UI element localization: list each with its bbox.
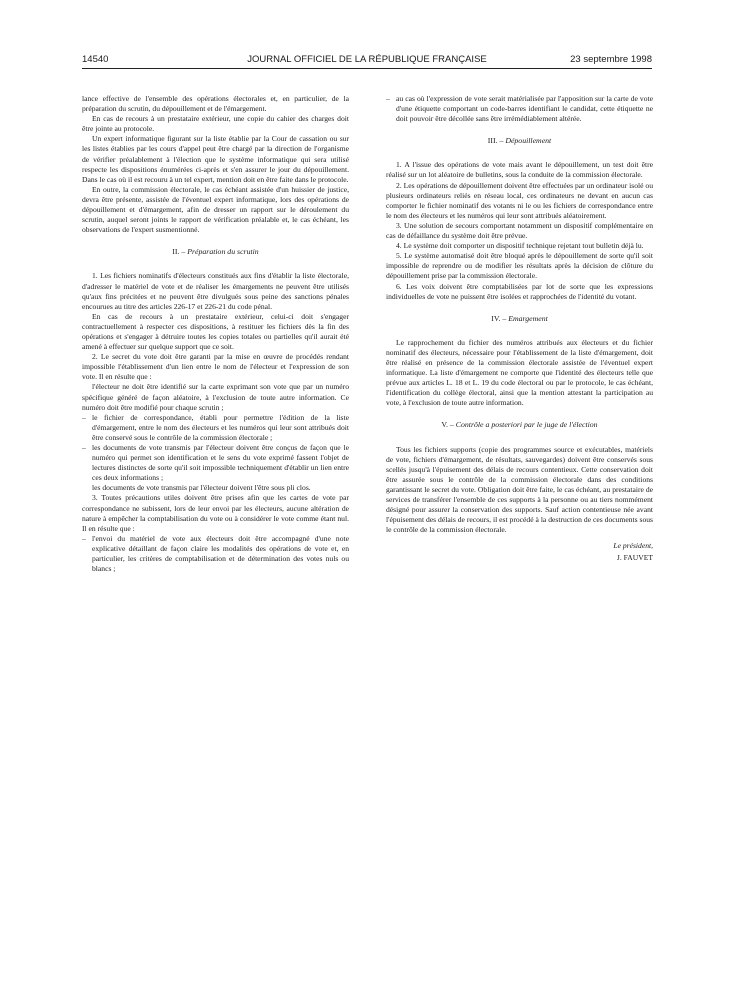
list-item: – les documents de vote transmis par l'électeur doivent être conçus de façon que le numéro qui permet son identification et le sens du vote exprimé fassent l'objet de lectures distinctes de sorte qu'il soit impossible techniquement d'établir un lien entre ces deux informations ; (82, 443, 349, 483)
left-column (82, 94, 349, 574)
page-header (82, 54, 652, 68)
paragraph: 2. Les opérations de dépouillement doivent être effectuées par un ordinateur isolé ou plusieurs ordinateurs reliés en réseau local, ces ordinateurs ne devant en aucun cas comporter le fichier nominatif des votants ni le ou les fichiers de correspondance entre le nom des électeurs et les numéros qui leur sont attribués aléatoirement. (386, 180, 653, 220)
paragraph: 6. Les voix doivent être comptabilisées par lot de sorte que les expressions individuelles de vote ne puissent être isolées et rapprochées de l'identité du votant. (386, 281, 653, 301)
list (82, 413, 349, 484)
section-title-cont: par le juge de l'élection (524, 420, 598, 430)
paragraph: l'électeur ne doit être identifié sur la carte exprimant son vote que par un numéro spécifique généré de façon aléatoire, à l'exclusion de toute autre information. Ce numéro doit être modifié pour chaque scrutin ; (82, 382, 349, 412)
publication-date: 23 septembre 1998 (570, 54, 652, 65)
section-heading-ii (82, 247, 349, 257)
paragraph: 3. Toutes précautions utiles doivent être prises afin que les cartes de vote par correspondance ne subissent, lors de leur envoi par les électeurs, aucune altération de nature à empêcher la comptabilisation du vote ou à considérer le vote comme étant nul. Il en résulte que : (82, 493, 349, 533)
right-column (386, 94, 653, 564)
section-number: V. – (441, 420, 454, 430)
paragraph: Le rapprochement du fichier des numéros attribués aux électeurs et du fichier nominatif des électeurs, nécessaire pour l'établissement de la liste d'émargement, doit être réalisé en présence de la commission électorale assistée de l'éventuel expert informatique. La liste d'émargement ne comporte que l'identité des électeurs telle que prévue aux articles L. 18 et L. 19 du code électoral ou par le protocole, le cas échéant, l'identification du collège électoral, ainsi que la mention attestant la participation au vote, à l'exclusion de toute autre information. (386, 337, 653, 408)
list-item: – l'envoi du matériel de vote aux électeurs doit être accompagné d'une note explicative détaillant de façon claire les modalités des opérations de vote et, en particulier, les critères de comptabilisation et de détermination des votes nuls ou blancs ; (82, 534, 349, 574)
section-number: II. – (172, 247, 186, 257)
section-heading-v (386, 420, 653, 430)
paragraph: les documents de vote transmis par l'électeur doivent l'être sous pli clos. (92, 483, 311, 493)
header-rule (82, 68, 652, 69)
list-item: – le fichier de correspondance, établi pour permettre l'édition de la liste d'émargement, entre le nom des électeurs et les numéros qui leur sont attribués doit être conservé sous le contrôle de la commission électorale ; (82, 413, 349, 443)
list (386, 94, 653, 124)
paragraph: lance effective de l'ensemble des opérations électorales et, en particulier, de la préparation du scrutin, du dépouillement et de l'émargement. (82, 94, 349, 114)
paragraph: En cas de recours à un prestataire extérieur, celui-ci doit s'engager contractuellement à respecter ces dispositions, à restituer les fichiers dès la fin des opérations et s'engager à détruire toutes les copies totales ou partielles qu'il aurait été amené à effectuer sur quelque support que ce soit. (82, 311, 349, 352)
section-title: Contrôle a posteriori (455, 420, 523, 430)
section-title: Dépouillement (505, 136, 552, 146)
paragraph: En cas de recours à un prestataire extérieur, une copie du cahier des charges doit être jointe au protocole. (82, 114, 349, 134)
paragraph: 5. Le système automatisé doit être bloqué après le dépouillement de sorte qu'il soit impossible de reprendre ou de modifier les résultats après la décision de clôture du dépouillement prise par la commission électorale. (386, 251, 653, 281)
paragraph: Un expert informatique figurant sur la liste établie par la Cour de cassation ou sur les listes établies par les cours d'appel peut être chargé par la direction de l'organisme de vérifier préalablement à l'élection que le système informatique qui sera utilisé respecte les dispositions énumérées ci-après et s'en assurer le jour du dépouillement. Dans le cas où il est recouru à un tel expert, mention doit en être faite dans le protocole. (82, 134, 349, 184)
section-number: III. – (487, 136, 504, 146)
paragraph: 4. Le système doit comporter un dispositif technique rejetant tout bulletin déjà lu. (396, 241, 644, 251)
list (82, 534, 349, 574)
paragraph: En outre, la commission électorale, le cas échéant assistée d'un huissier de justice, devra être présente, assistée de l'éventuel expert informatique, lors des opérations de dépouillement et d'émargement, afin de dresser un rapport sur le déroulement du scrutin, auquel seront joints le rapport de vérification préalable et, le cas échéant, les observations de l'expert susmentionné. (82, 184, 349, 235)
paragraph: 1. A l'issue des opérations de vote mais avant le dépouillement, un test doit être réalisé sur un lot aléatoire de bulletins, sous la conduite de la commission électorale. (386, 160, 653, 180)
section-number: IV. – (491, 313, 507, 323)
journal-title: JOURNAL OFFICIEL DE LA RÉPUBLIQUE FRANÇAISE (247, 54, 487, 65)
page-number: 14540 (82, 54, 109, 65)
section-heading-iv (386, 314, 653, 324)
paragraph: 1. Les fichiers nominatifs d'électeurs constitués aux fins d'établir la liste électorale, d'adresser le matériel de vote et de réaliser les émargements ne peuvent être utilisés qu'aux fins précitées et ne peuvent être divulgués sous peine des sanctions pénales encourues au titre des articles 226-17 et 226-21 du code pénal. (82, 271, 349, 311)
paragraph: 3. Une solution de secours comportant notamment un dispositif complémentaire en cas de défaillance du système doit être prévue. (386, 220, 653, 241)
signature-title: Le président, (613, 541, 653, 551)
signature-name: J. FAUVET (616, 553, 653, 563)
list-item: – au cas où l'expression de vote serait matérialisée par l'apposition sur la carte de vote d'une étiquette comportant un code-barres identifiant le candidat, cette étiquette ne doit pouvoir être décollée sans être irrémédiablement altérée. (386, 94, 653, 124)
section-title: Emargement (508, 313, 548, 323)
paragraph: 2. Le secret du vote doit être garanti par la mise en œuvre de procédés rendant impossible l'établissement d'un lien entre le nom de l'électeur et l'expression de son vote. Il en résulte que : (82, 352, 349, 382)
paragraph: Tous les fichiers supports (copie des programmes source et exécutables, matériels de vote, fichiers d'émargement, de résultats, sauvegardes) doivent être conservés sous scellés jusqu'à l'épuisement des délais de recours contentieux. Cette conservation doit être assurée sous le contrôle de la commission électorale dans des conditions garantissant le secret du vote. Obligation doit être faite, le cas échéant, au prestataire de services de transférer l'ensemble de ces supports à la personne ou au tiers nommément désigné pour assurer la conservation des supports. Sauf action contentieuse née avant l'épuisement des délais de recours, il est procédé à la destruction de ces documents sous le contrôle de la commission électorale. (386, 444, 653, 535)
section-heading-iii (386, 136, 653, 146)
section-title: Préparation du scrutin (187, 247, 259, 257)
